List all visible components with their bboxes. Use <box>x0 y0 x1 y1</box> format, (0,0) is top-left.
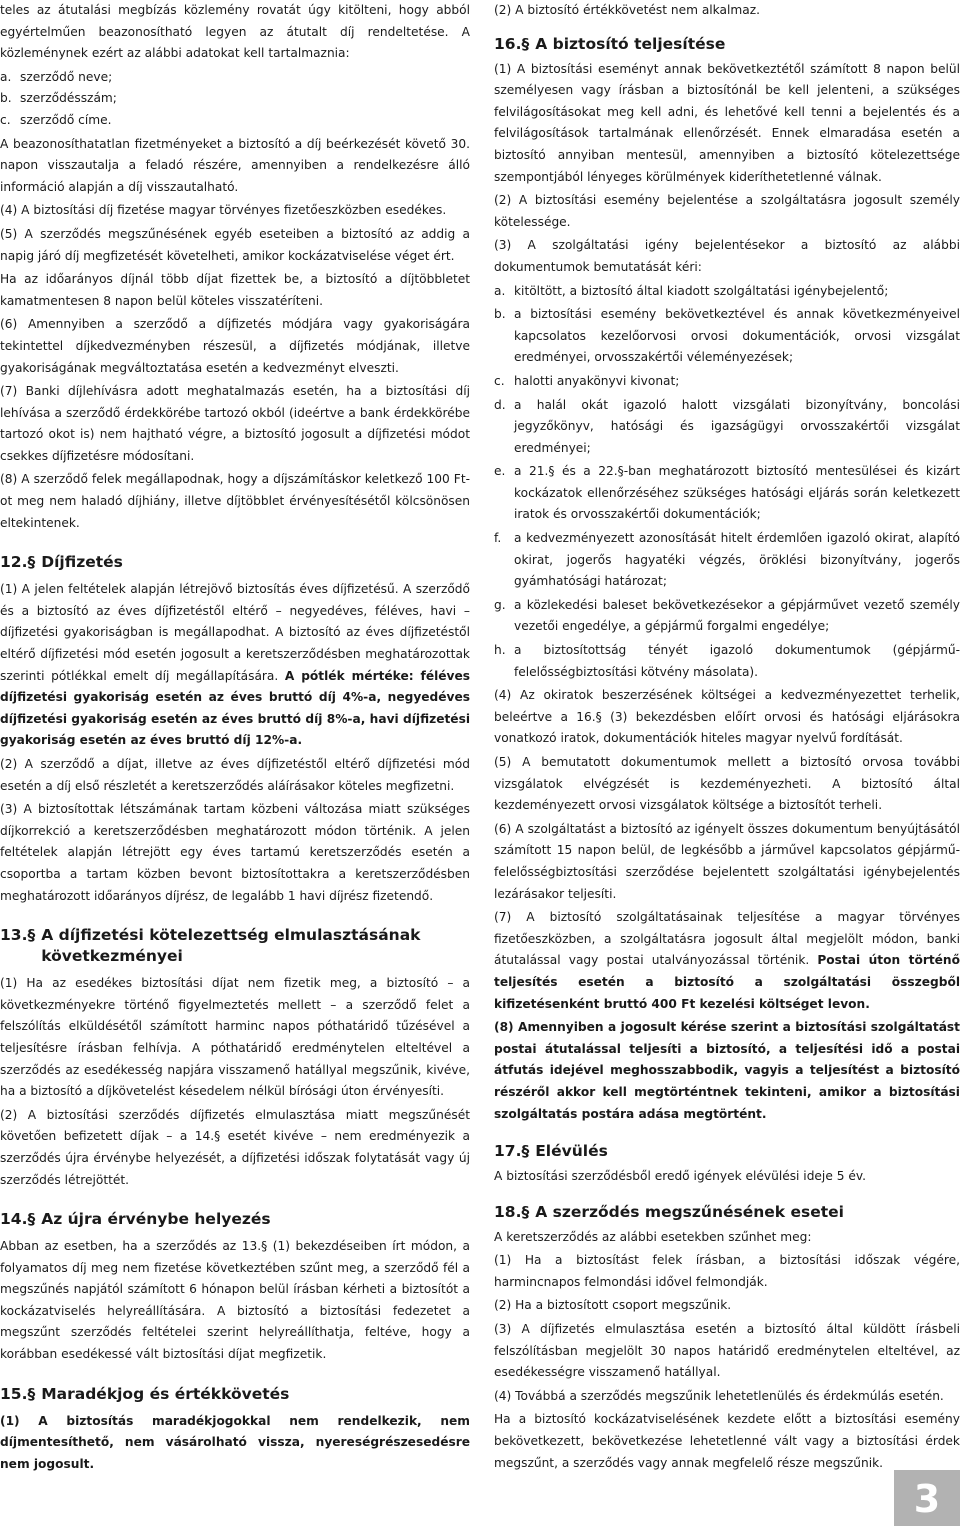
section-heading-13: 13.§ A díjfizetési kötelezettség elmulasztásának következményei <box>0 926 421 966</box>
section-18-intro: A keretszerződés az alábbi esetekben szűnhet meg: <box>494 1229 812 1244</box>
section-18-paragraph-1: (1) Ha a biztosítást felek írásban, a biztosítási időszak végére, harmincnapos felmondási idővel felmondják. <box>494 1253 960 1289</box>
section-13-paragraph-1: (1) Ha az esedékes biztosítási díjat nem fizetik meg, a biztosító – a következményekre történő figyelmeztetés mellett – a szerződő felet a felszólítás elküldésétől számított harminc napos póthatáridő tűzésével a teljesítésre írásban felhívja. A póthatáridő eredménytelen elteltével a szerződés az esedékesség napjára visszamenő hatállyal megszűnik, kivéve, ha a biztosító a díjkövetelést késedelem nélkül bírósági úton érvényesíti. <box>0 976 470 1099</box>
intro-paragraph-6: (6) Amennyiben a szerződő a díjfizetés módjára vagy gyakoriságára tekintettel díjkedvezményben részesül, a díjfizetés módjának, illetve gyakoriságának megváltoztatása esetén a kedvezményt elveszti. <box>0 317 470 375</box>
intro-paragraph-7: (7) Banki díjlehívásra adott meghatalmazás esetén, ha a biztosítási díj lehívása a szerződő érdekkörébe tartozó okból (ideértve a bank érdekkörébe tartozó okot is) nem hajtható végre, a biztosító jogosult a díjfizetési módot csekkes díjfizetésre módosítani. <box>0 384 470 463</box>
list-item: b. szerződésszám; <box>0 91 117 106</box>
page-number: 3 <box>894 1470 960 1526</box>
list-item: a. kitöltött, a biztosító által kiadott szolgáltatási igénybejelentő; <box>494 283 889 298</box>
section-16-paragraph-4: (4) Az okiratok beszerzésének költségei a kedvezményezettet terhelik, beleértve a 16.§ (3) bekezdésben előírt orvosi és hatósági eljárásokra vonatkozó iratok, dokumentációk hiteles magyar nyelvű fordítását. <box>494 688 960 746</box>
section-12-paragraph-2: (2) A szerződő a díjat, illetve az éves díjfizetéstől eltérő díjfizetési mód esetén a díj első részletét a keretszerződés aláírásakor köteles megfizetni. <box>0 757 470 793</box>
list-item: g. a közlekedési baleset bekövetkezésekor a gépjárművet vezető személy vezetői engedélye, a gépjármű forgalmi engedélye; <box>494 597 960 634</box>
section-16-paragraph-6: (6) A szolgáltatást a biztosító az igényelt összes dokumentum benyújtásától számított 15 napon belül, de legkésőbb a járművel kapcsolatos gépjármű-felelősségbiztosítási szerződése bejelentett szolgáltatási igénybejelentés lezárásakor teljesíti. <box>494 821 960 901</box>
section-14-paragraph-1: Abban az esetben, ha a szerződés az 13.§ (1) bekezdéseiben írt módon, a folyamatos díj meg nem fizetése következtében szűnt meg, a szerződő fél a megszűnés napjától számított 6 hónapon belül írásban kérheti a biztosítót a kockázatviselés helyreállítására. A biztosító a biztosítási fedezetet a megszűnt szerződés feltételei szerint helyreállíthatja, feltéve, hogy a korábban esedékessé vált biztosítási díjat megfizetik. <box>0 1239 470 1362</box>
section-17-paragraph-1: A biztosítási szerződésből eredő igények elévülési ideje 5 év. <box>494 1169 866 1184</box>
intro-paragraph-4: (5) A szerződés megszűnésének egyéb eseteiben a biztosító az addig a napig járó díj megfizetését követelheti, amikor kockázatviselése véget ért. <box>0 226 470 263</box>
list-item: d. a halál okát igazoló halott vizsgálati bizonyítvány, boncolási jegyzőkönyv, hatósági és igazságügyi orvosszakértői vizsgálat eredményei; <box>494 397 960 455</box>
section-16-paragraph-5: (5) A bemutatott dokumentumok mellett a biztosító orvosa további vizsgálatok elvégzését is kezdeményezheti. A biztosító által kezdeményezett orvosi vizsgálatok költsége a biztosítót terheli. <box>494 755 960 813</box>
left-column <box>0 0 470 1477</box>
section-heading-12: 12.§ Díjfizetés <box>0 553 123 572</box>
section-16-paragraph-3: (3) A szolgáltatási igény bejelentésekor a biztosító az alábbi dokumentumok bemutatását kéri: <box>494 238 960 274</box>
section-16-paragraph-7: (7) A biztosító szolgáltatásainak teljesítése a magyar törvényes fizetőeszközben, a szolgáltatásra jogosult által megjelölt módon, banki átutalással vagy postai utalványozással történik. Postai úton történő teljesítés esetén a biztosító a szolgáltatási összegből kifizetésenként bruttó 400 Ft kezelési költséget levon. <box>494 910 960 1011</box>
section-13-paragraph-2: (2) A biztosítási szerződés díjfizetés elmulasztása miatt megszűnését követően befizetett díjak – a 14.§ esetét kivéve – nem eredményezik a szerződés újra érvénybe helyezését, a díjfizetési időszak folytatását vagy új szerződés létrejöttét. <box>0 1107 470 1187</box>
intro-paragraph-5: Ha az időarányos díjnál több díjat fizettek be, a biztosító a díjtöbbletet kamatmentesen 8 napon belül köteles visszatéríteni. <box>0 272 470 308</box>
intro-paragraph-8: (8) A szerződő felek megállapodnak, hogy a díjszámításkor keletkező 100 Ft-ot meg nem haladó díjhiány, illetve díjtöbblet érvényesítésétől kölcsönösen eltekintenek. <box>0 472 470 530</box>
section-heading-18: 18.§ A szerződés megszűnésének esetei <box>494 1202 844 1221</box>
section-12-paragraph-1: (1) A jelen feltételek alapján létrejövő biztosítás éves díjfizetésű. A szerződő és a biztosító az éves díjfizetéstől eltérő – negyedéves, féléves, havi – díjfizetési gyakoriságban is megállapodhat. A biztosító az éves díjfizetéstől eltérő díjfizetési mód esetén jogosult a keretszerződésben meghatározottak szerinti pótlékkal emelt díj megállapítására. A pótlék mértéke: féléves díjfizetési gyakoriság esetén az éves bruttó díj 4%-a, negyedéves díjfizetési gyakoriság esetén az éves bruttó díj 8%-a, havi díjfizetési gyakoriság esetén az éves bruttó díj 12%-a. <box>0 582 470 748</box>
intro-paragraph-2: A beazonosíthatatlan fizetményeket a biztosító a díj beérkezését követő 30. napon visszautalja a feladó részére, amennyiben a rendelkezésre álló információ alapján a díj visszautalható. <box>0 136 470 194</box>
value-tracking-paragraph: (2) A biztosító értékkövetést nem alkalmaz. <box>494 3 760 17</box>
list-item: a. szerződő neve; <box>0 69 113 84</box>
intro-paragraph-3: (4) A biztosítási díj fizetése magyar törvényes fizetőeszközben esedékes. <box>0 203 447 218</box>
section-heading-15: 15.§ Maradékjog és értékkövetés <box>0 1384 290 1403</box>
intro-paragraph-1: teles az átutalási megbízás közlemény rovatát úgy kitölteni, hogy abból egyértelműen beazonosítható legyen az átutalt díj rendeltetése. A közleménynek ezért az alábbi adatokat kell tartalmaznia: <box>0 3 470 61</box>
section-16-paragraph-1: (1) A biztosítási eseményt annak bekövetkeztétől számított 8 napon belül személyesen vagy írásban a biztosítónál be kell jelenteni, a szükséges felvilágosításokat meg kell adni, és lehetővé kell tenni a bejelentés és a felvilágosítások tartalmának ellenőrzését. Ennek elmaradása esetén a biztosító annyiban mentesül, amennyiben a biztosító kötelezettsége szempontjából lényeges körülmények kideríthetetlenné válnak. <box>494 61 960 184</box>
section-15-paragraph-1: (1) A biztosítás maradékjogokkal nem rendelkezik, nem díjmentesíthető, nem vásárolható vissza, nyereségrészesedésre nem jogosult. <box>0 1413 470 1471</box>
section-heading-14: 14.§ Az újra érvénybe helyezés <box>0 1210 271 1229</box>
list-item: e. a 21.§ és a 22.§-ban meghatározott biztosító mentesülései és kizárt kockázatok ellenőrzéséhez szükséges hatósági eljárás során keletkezett iratok és orvosszakértői dokumentációk; <box>494 464 960 522</box>
section-12-paragraph-3: (3) A biztosítottak létszámának tartam közbeni változása miatt szükséges díjkorrekció a keretszerződésben meghatározott módon történik. A jelen feltételek alapján létrejött egy éves tartamú keretszerződés esetén a csoportba a tartam közben bevont biztosítottakra a keretszerződésben meghatározott időarányos díjrész, de legalább 1 havi díjrész fizetendő. <box>0 802 470 903</box>
section-16-paragraph-8: (8) Amennyiben a jogosult kérése szerint a biztosítási szolgáltatást postai átutalással teljesíti a biztosító, a teljesítési idő a postai átfutás idejével meghosszabbodik, vagyis a teljesítést a biztosító részéről akkor kell megtörténtnek tekinteni, amikor a biztosítási szolgáltatás postára adása megtörtént. <box>494 1020 960 1121</box>
list-item: h. a biztosítottság tényét igazoló dokumentumok (gépjármű-felelősségbiztosítási kötvény másolata). <box>494 643 960 679</box>
section-16-paragraph-2: (2) A biztosítási esemény bejelentése a szolgáltatásra jogosult személy kötelessége. <box>494 193 960 229</box>
section-18-paragraph-4: (4) Továbbá a szerződés megszűnik lehetetlenülés és érdekmúlás esetén. <box>494 1388 944 1403</box>
right-column <box>494 0 960 1476</box>
section-heading-16: 16.§ A biztosító teljesítése <box>494 34 726 53</box>
section-18-paragraph-2: (2) Ha a biztosított csoport megszűnik. <box>494 1298 732 1313</box>
list-item: c. halotti anyakönyvi kivonat; <box>494 373 680 388</box>
list-item: b. a biztosítási esemény bekövetkeztével és annak következményeivel kapcsolatos kezelőorvosi orvosi dokumentációk, orvosi vizsgálat eredményei, orvosszakértői véleményezések; <box>494 307 960 365</box>
section-18-paragraph-3: (3) A díjfizetés elmulasztása esetén a biztosító által küldött írásbeli felszólításban megjelölt 30 napos határidő eredménytelen elteltével, az esedékességre visszamenő hatállyal. <box>494 1322 960 1380</box>
list-item: f. a kedvezményezett azonosítását hitelt érdemlően igazoló okirat, alapító okirat, jogerős hagyatéki végzés, öröklési bizonyítvány, jogerős gyámhatósági határozat; <box>494 531 960 589</box>
section-18-paragraph-5: Ha a biztosító kockázatviselésének kezdete előtt a biztosítási esemény bekövetkezett, bekövetkezése lehetetlenné vált vagy a biztosítási érdek megszűnt, a szerződés vagy annak megfelelő része megszűnik. <box>494 1412 960 1470</box>
list-item: c. szerződő címe. <box>0 112 112 127</box>
section-heading-17: 17.§ Elévülés <box>494 1142 608 1161</box>
